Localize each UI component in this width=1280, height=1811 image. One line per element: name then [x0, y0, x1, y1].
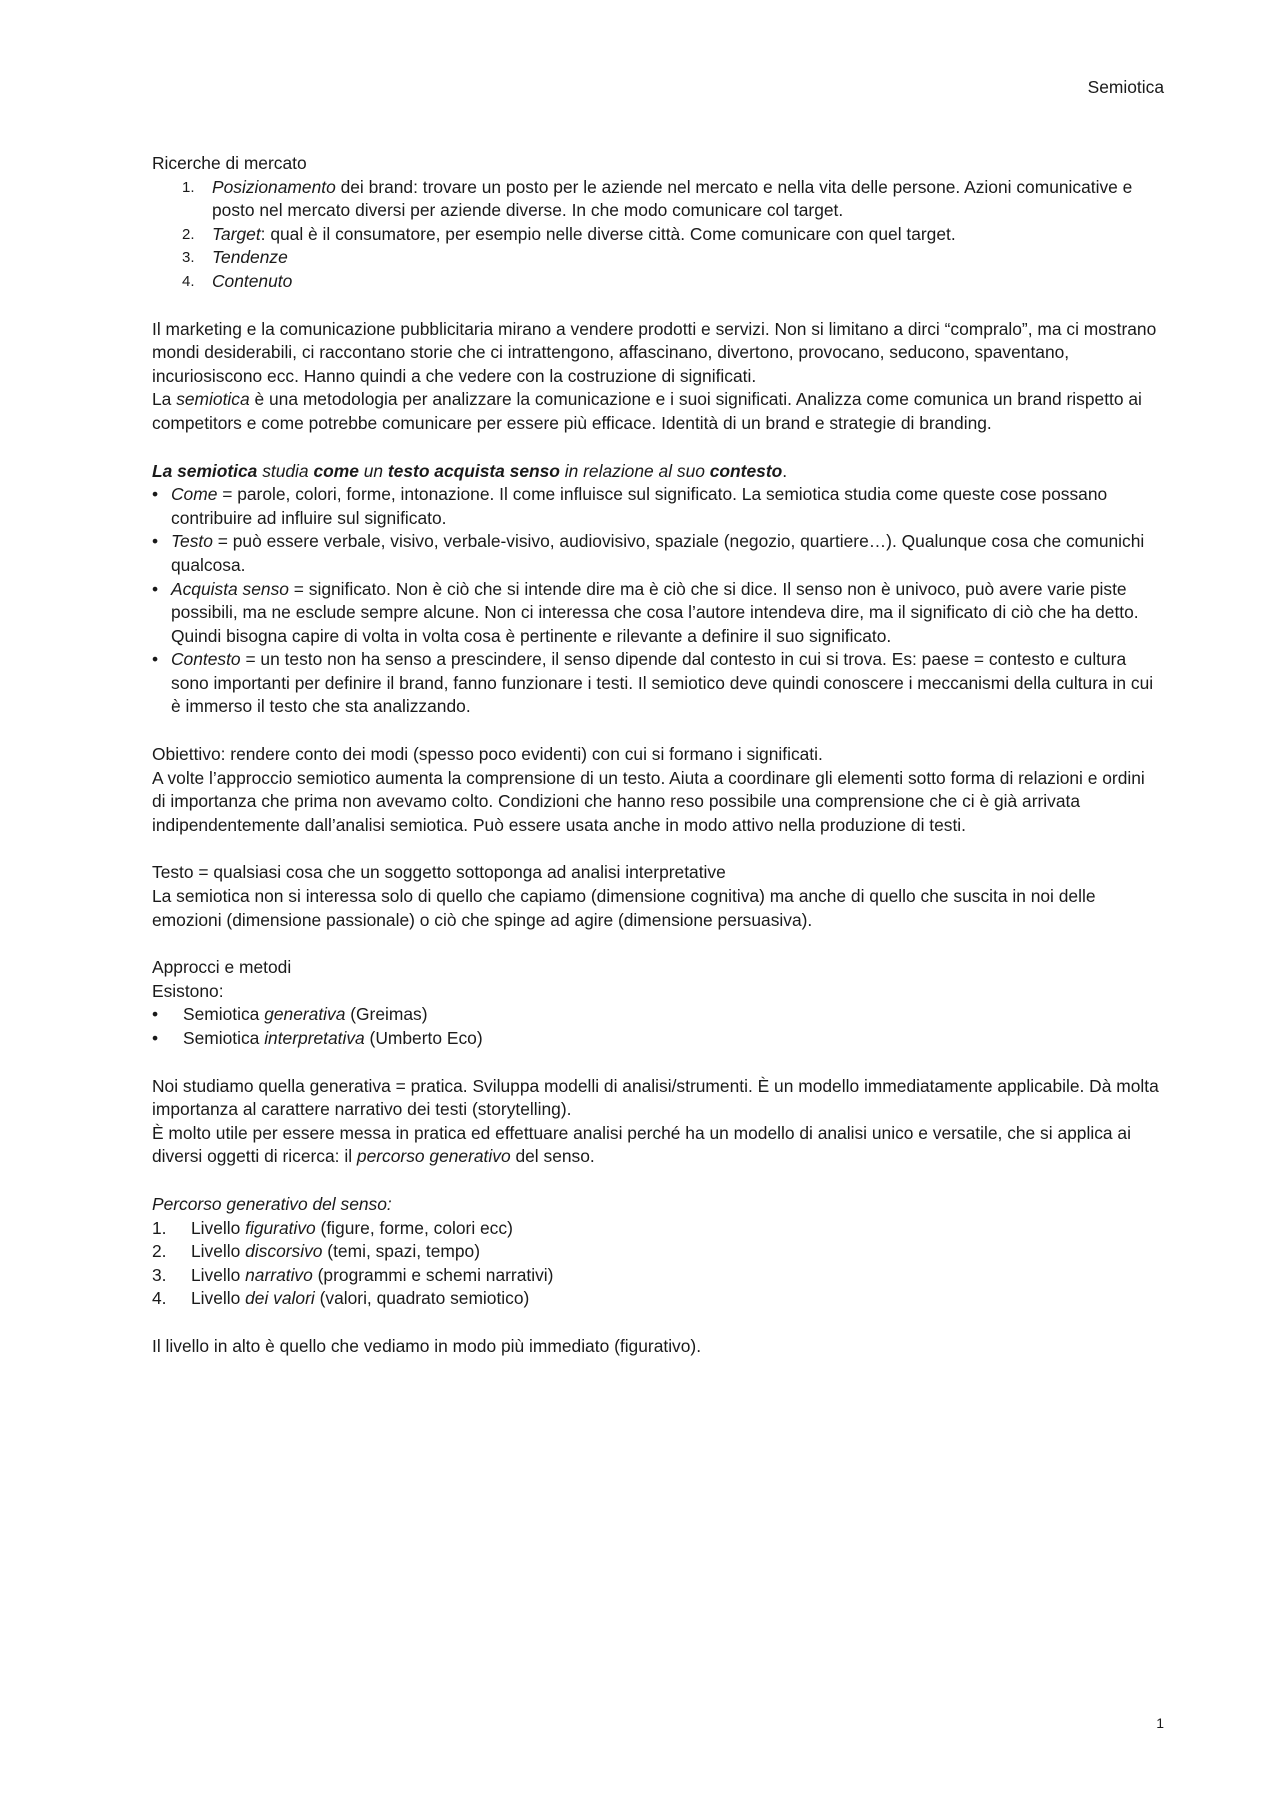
approach-paragraph: A volte l’approccio semiotico aumenta la comprensione di un testo. Aiuta a coordinare gli elementi sotto forma di relazioni e ordini di importanza che prima non avevamo colto. Condizioni che hanno reso possibile una comprensione che ci è già arrivata indipendentemente dall’analisi semiotica. Può essere usata anche in modo attivo nella produzione di testi. — [152, 767, 1145, 835]
section-heading-approcci: Approcci e metodi — [152, 957, 292, 978]
list-item: 4. Contenuto — [182, 270, 293, 291]
list-item: 3. Tendenze — [182, 247, 288, 268]
generativa-paragraph: Noi studiamo quella generativa = pratica. Sviluppa modelli di analisi/strumenti. È un modello immediatamente applicabile. Dà molta importanza al carattere narrativo dei testi (storytelling). — [152, 1075, 1159, 1120]
percorso-paragraph: È molto utile per essere messa in pratica ed effettuare analisi perché ha un modello di analisi unico e versatile, che si applica ai diversi oggetti di ricerca: il percorso generativo del senso. — [152, 1122, 1131, 1167]
list-item: 1. Posizionamento dei brand: trovare un posto per le aziende nel mercato e nella vita delle persone. Azioni comunicative e posto nel mercato diversi per aziende diverse. In che modo comunicare col target. — [182, 176, 1133, 221]
closing-paragraph: Il livello in alto è quello che vediamo in modo più immediato (figurativo). — [152, 1335, 702, 1356]
bullet-icon: • — [152, 484, 159, 505]
bullet-icon: • — [152, 578, 159, 599]
list-item: 3. Livello narrativo (programmi e schemi narrativi) — [152, 1264, 554, 1285]
marketing-paragraph: Il marketing e la comunicazione pubblicitaria mirano a vendere prodotti e servizi. Non si limitano a dirci “compralo”, ma ci mostrano mondi desiderabili, ci raccontano storie che ci intrattengono, affascinano, divertono, provocano, seducono, spaventano, incuriosiscono ecc. Hanno quindi a che vedere con la costruzione di significati. — [152, 318, 1157, 386]
levels-list — [152, 1217, 1162, 1311]
approcci-intro: Esistono: — [152, 980, 224, 1001]
testo-definition-paragraph: Testo = qualsiasi cosa che un soggetto sottoponga ad analisi interpretative — [152, 862, 726, 883]
section-heading-ricerche: Ricerche di mercato — [152, 153, 307, 173]
list-item: 1. Livello figurativo (figure, forme, colori ecc) — [152, 1217, 513, 1238]
market-research-list — [152, 176, 1162, 294]
list-item: 2. Target: qual è il consumatore, per esempio nelle diverse città. Come comunicare con quel target. — [182, 223, 956, 244]
list-item: • Semiotica interpretativa (Umberto Eco) — [152, 1027, 1162, 1051]
list-item: • Semiotica generativa (Greimas) — [152, 1003, 1162, 1027]
bullet-icon: • — [152, 531, 159, 552]
list-item: • Acquista senso = significato. Non è ciò che si intende dire ma è ciò che si dice. Il senso non è univoco, può avere varie piste possibili, ma ne esclude sempre alcune. Non ci interessa che cosa l’autore intendeva dire, ma il significato di ciò che ha detto. Quindi bisogna capire di volta in volta cosa è pertinente e rilevante a definire il suo significato. — [152, 578, 1139, 646]
list-item: • Contesto = un testo non ha senso a prescindere, il senso dipende dal contesto in cui si trova. Es: paese = contesto e cultura sono importanti per definire il brand, fanno funzionare i testi. Il semiotico deve quindi conoscere i meccanismi della cultura in cui è immerso il testo che sta analizzando. — [152, 649, 1154, 717]
semiotica-concepts-list — [152, 483, 1162, 719]
list-item: • Come = parole, colori, forme, intonazione. Il come influisce sul significato. La semiotica studia come queste cose possano contribuire ad influire sul significato. — [152, 484, 1108, 528]
bullet-icon: • — [152, 649, 159, 670]
list-item: • Testo = può essere verbale, visivo, verbale-visivo, audiovisivo, spaziale (negozio, quartiere…). Qualunque cosa che comunichi qualcosa. — [152, 531, 1145, 575]
page-number: 1 — [1156, 1715, 1164, 1731]
bullet-icon: • — [152, 1028, 159, 1048]
bullet-icon: • — [152, 1004, 159, 1025]
section-heading-percorso: Percorso generativo del senso: — [152, 1193, 392, 1214]
semiotica-thesis-heading: La semiotica studia come un testo acquista senso in relazione al suo contesto. — [152, 460, 788, 481]
document-body — [152, 152, 1162, 1359]
page-header-title: Semiotica — [1087, 77, 1164, 97]
dimensions-paragraph: La semiotica non si interessa solo di quello che capiamo (dimensione cognitiva) ma anche di quello che suscita in noi delle emozioni (dimensione passionale) o ciò che spinge ad agire (dimensione persuasiva). — [152, 886, 1096, 930]
semiotica-definition-paragraph: La semiotica è una metodologia per analizzare la comunicazione e i suoi significati. Analizza come comunica un brand rispetto ai competitors e come potrebbe comunicare per essere più efficace. Identità di un brand e strategie di branding. — [152, 389, 1142, 433]
list-item: 4. Livello dei valori (valori, quadrato semiotico) — [152, 1288, 530, 1309]
list-item: 2. Livello discorsivo (temi, spazi, tempo) — [152, 1241, 480, 1262]
approaches-list — [152, 1003, 1162, 1050]
objective-paragraph: Obiettivo: rendere conto dei modi (spesso poco evidenti) con cui si formano i significati. — [152, 744, 823, 765]
